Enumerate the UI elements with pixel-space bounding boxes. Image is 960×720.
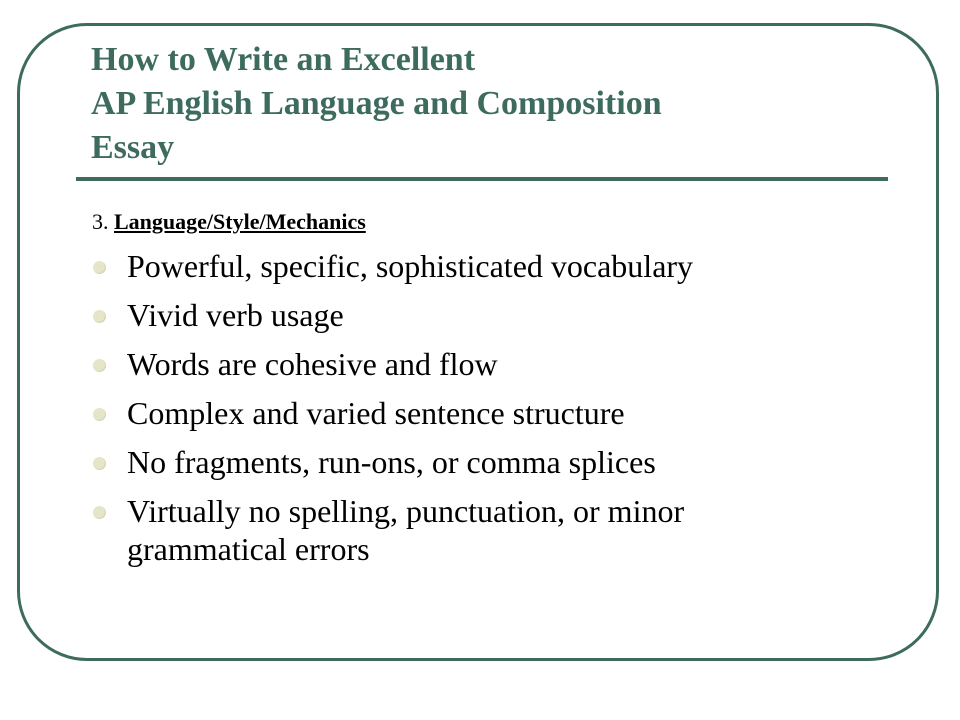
bullet-item [92, 492, 852, 568]
slide-title-line-2: AP English Language and Composition [91, 85, 662, 122]
bullet-text: Powerful, specific, sophisticated vocabulary [127, 248, 694, 284]
bullet-dot-icon [93, 408, 106, 421]
bullet-item [92, 345, 852, 383]
bullet-item [92, 247, 852, 285]
title-divider [76, 177, 888, 181]
bullet-dot-icon [93, 359, 106, 372]
slide-title-line-3: Essay [91, 129, 175, 166]
bullet-text: Words are cohesive and flow [127, 346, 498, 382]
slide-title [91, 38, 871, 170]
section-label: Language/Style/Mechanics [114, 209, 366, 234]
section-heading [92, 209, 366, 235]
bullet-dot-icon [93, 310, 106, 323]
section-number: 3. [92, 209, 109, 234]
bullet-text: No fragments, run-ons, or comma splices [127, 444, 656, 480]
bullet-item [92, 296, 852, 334]
bullet-text: Virtually no spelling, punctuation, or minor grammatical errors [127, 493, 685, 567]
bullet-text: Complex and varied sentence structure [127, 395, 625, 431]
bullet-list [92, 247, 852, 579]
bullet-text: Vivid verb usage [127, 297, 344, 333]
slide-title-line-1: How to Write an Excellent [91, 41, 476, 78]
bullet-item [92, 394, 852, 432]
bullet-dot-icon [93, 261, 106, 274]
bullet-dot-icon [93, 457, 106, 470]
bullet-dot-icon [93, 506, 106, 519]
bullet-item [92, 443, 852, 481]
